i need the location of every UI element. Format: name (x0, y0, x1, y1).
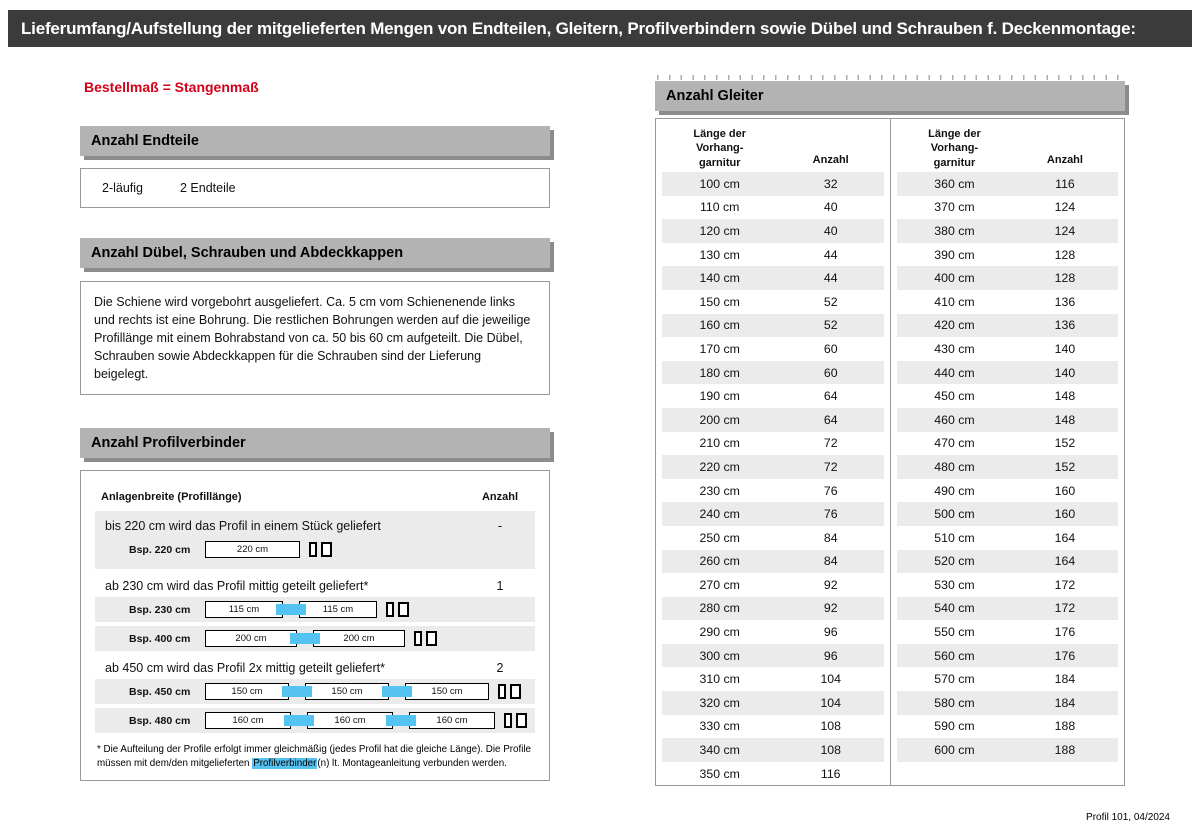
pv-rule-row (95, 575, 535, 597)
gleiter-count: 64 (823, 389, 838, 404)
gleiter-count: 32 (823, 176, 838, 191)
gleiter-count: 60 (823, 341, 838, 356)
section-header-endteile (80, 126, 550, 156)
pv-rule-count: - (497, 519, 503, 533)
profilverbinder-connector-icon (382, 686, 412, 697)
profile-diagram (205, 712, 527, 729)
gleiter-count: 44 (823, 247, 838, 262)
gleiter-length: 260 cm (699, 554, 740, 569)
pv-rule-text: bis 220 cm wird das Profil in einem Stück geliefert (105, 519, 381, 533)
gleiter-count: 104 (820, 695, 841, 710)
gleiter-count: 108 (820, 719, 841, 734)
gleiter-row (897, 314, 1118, 338)
gleiter-row (662, 432, 884, 456)
profilverbinder-connector-icon (386, 715, 416, 726)
endpiece-icon (309, 542, 332, 557)
gleiter-count: 52 (823, 318, 838, 333)
gleiter-length: 270 cm (699, 577, 740, 592)
endpiece-cap-icon (426, 631, 437, 646)
pv-example-row (95, 597, 535, 622)
pv-example-label: Bsp. 220 cm (129, 543, 191, 556)
gleiter-count: 72 (823, 436, 838, 451)
gleiter-count: 140 (1054, 341, 1076, 356)
gleiter-row (662, 762, 884, 786)
gleiter-length: 410 cm (934, 294, 975, 309)
gleiter-count: 164 (1054, 554, 1076, 569)
gleiter-length: 210 cm (699, 436, 740, 451)
pv-example-label: Bsp. 230 cm (129, 603, 191, 616)
endpiece-bracket-icon (498, 684, 506, 699)
profile-diagram (205, 683, 521, 700)
section-header-endteile-label: Anzahl Endteile (91, 133, 199, 149)
gleiter-row (662, 620, 884, 644)
endpiece-icon (504, 713, 527, 728)
gleiter-row (662, 290, 884, 314)
gleiter-row (662, 479, 884, 503)
gleiter-length: 440 cm (934, 365, 975, 380)
ruler-ticks-icon (657, 75, 1123, 80)
gleiter-count: 128 (1054, 271, 1076, 286)
gleiter-count: 148 (1054, 389, 1076, 404)
page-title: Lieferumfang/Aufstellung der mitgelieferten Mengen von Endteilen, Gleitern, Profilverbindern sowie Dübel und Schrauben f. Deckenmontage: (21, 18, 1136, 38)
gleiter-row (897, 550, 1118, 574)
profile-segment: 150 cm (205, 683, 289, 700)
gleiter-length: 100 cm (699, 176, 740, 191)
gleiter-count: 44 (823, 271, 838, 286)
duebel-text-box (80, 281, 550, 395)
gleiter-row (662, 644, 884, 668)
gleiter-row (897, 620, 1118, 644)
profile-segment: 115 cm (299, 601, 377, 618)
gleiter-count: 96 (823, 648, 838, 663)
gleiter-row (897, 455, 1118, 479)
gleiter-length: 180 cm (699, 365, 740, 380)
profile-segment: 160 cm (307, 712, 393, 729)
profile-diagram (205, 630, 437, 647)
gleiter-length: 550 cm (934, 625, 975, 640)
gleiter-count: 40 (823, 223, 838, 238)
pv-rule-count: 1 (496, 579, 504, 593)
profile-segment: 160 cm (205, 712, 291, 729)
gleiter-length: 520 cm (934, 554, 975, 569)
gleiter-length: 120 cm (699, 223, 740, 238)
gleiter-length: 480 cm (934, 459, 975, 474)
gleiter-count: 160 (1054, 507, 1076, 522)
gleiter-length: 330 cm (699, 719, 740, 734)
gleiter-count: 64 (823, 412, 838, 427)
gleiter-count: 40 (823, 200, 838, 215)
gleiter-count: 84 (823, 530, 838, 545)
pv-column-headers (81, 471, 549, 511)
gleiter-row (662, 715, 884, 739)
gleiter-row (662, 172, 884, 196)
endpiece-icon (386, 602, 409, 617)
gleiter-count: 140 (1054, 365, 1076, 380)
section-header-gleiter-label: Anzahl Gleiter (666, 88, 764, 104)
gleiter-length: 140 cm (699, 271, 740, 286)
pv-sections (81, 511, 549, 733)
gleiter-row (897, 290, 1118, 314)
gleiter-row (897, 597, 1118, 621)
gleiter-length: 500 cm (934, 507, 975, 522)
page-title-bar (8, 10, 1192, 47)
gleiter-row (897, 219, 1118, 243)
gleiter-count: 60 (823, 365, 838, 380)
pv-section (95, 657, 535, 733)
gleiter-length: 510 cm (934, 530, 975, 545)
endpiece-bracket-icon (386, 602, 394, 617)
gleiter-row (897, 502, 1118, 526)
gleiter-row (897, 691, 1118, 715)
gleiter-count: 76 (823, 483, 838, 498)
gleiter-count: 184 (1054, 695, 1076, 710)
gleiter-count: 116 (1055, 176, 1075, 191)
gleiter-length: 310 cm (699, 672, 740, 687)
endpiece-cap-icon (510, 684, 521, 699)
gleiter-row (897, 384, 1118, 408)
gleiter-count: 124 (1054, 200, 1076, 215)
gleiter-table-right-half (890, 119, 1124, 785)
gleiter-row (662, 266, 884, 290)
endteile-box (80, 168, 550, 208)
gleiter-row (897, 715, 1118, 739)
profile-segment: 150 cm (305, 683, 389, 700)
pv-example-row (95, 679, 535, 704)
gleiter-length: 400 cm (934, 271, 975, 286)
gleiter-count: 148 (1054, 412, 1076, 427)
gleiter-row (662, 455, 884, 479)
pv-rule-text: ab 230 cm wird das Profil mittig geteilt geliefert* (105, 579, 369, 593)
gleiter-length: 170 cm (699, 341, 740, 356)
gleiter-count: 72 (823, 459, 838, 474)
gleiter-row (897, 266, 1118, 290)
gleiter-length: 250 cm (699, 530, 740, 545)
gleiter-rows-right (897, 172, 1118, 762)
gleiter-row (662, 738, 884, 762)
gleiter-length: 430 cm (934, 341, 975, 356)
gleiter-count: 128 (1054, 247, 1076, 262)
endpiece-cap-icon (516, 713, 527, 728)
gleiter-row (897, 644, 1118, 668)
gleiter-count: 104 (820, 672, 841, 687)
endpiece-icon (498, 684, 521, 699)
endpiece-cap-icon (398, 602, 409, 617)
endteile-type: 2-läufig (102, 181, 143, 195)
gleiter-length: 540 cm (934, 601, 975, 616)
gleiter-length: 160 cm (699, 318, 740, 333)
gleiter-row (662, 361, 884, 385)
gleiter-count: 116 (820, 766, 841, 781)
gleiter-row (662, 219, 884, 243)
pv-rule-row (95, 515, 535, 537)
gleiter-count: 152 (1054, 436, 1076, 451)
pv-footnote-highlight: Profilverbinder (253, 757, 317, 769)
gleiter-length: 350 cm (699, 766, 740, 781)
section-header-gleiter (655, 81, 1125, 111)
gleiter-count: 92 (823, 577, 838, 592)
gleiter-row (897, 479, 1118, 503)
gleiter-row (897, 243, 1118, 267)
endpiece-cap-icon (321, 542, 332, 557)
gleiter-length: 370 cm (934, 200, 975, 215)
gleiter-row (662, 573, 884, 597)
pv-footnote-post: (n) lt. Montageanleitung verbunden werden. (317, 757, 507, 769)
gleiter-length: 340 cm (699, 743, 740, 758)
duebel-text: Die Schiene wird vorgebohrt ausgeliefert. Ca. 5 cm vom Schienenende links und rechts ist eine Bohrung. Die restlichen Bohrungen werden auf die jeweilige Profillänge mit einem Bohrabstand von ca. 50 bis 60 cm aufgeteilt. Die Dübel, Schrauben sowie Abdeckkappen für die Schrauben sind der Lieferung beigelegt. (94, 295, 531, 381)
gleiter-length: 150 cm (699, 294, 740, 309)
gleiter-length: 470 cm (934, 436, 975, 451)
profile-segment: 200 cm (313, 630, 405, 647)
profilverbinder-connector-icon (282, 686, 312, 697)
profile-segment: 220 cm (205, 541, 300, 558)
pv-rule-count: 2 (496, 661, 504, 675)
gleiter-length: 190 cm (699, 389, 740, 404)
gleiter-row (662, 597, 884, 621)
gleiter-length: 580 cm (934, 695, 975, 710)
gleiter-count: 108 (820, 743, 841, 758)
section-header-duebel-label: Anzahl Dübel, Schrauben und Abdeckkappen (91, 245, 404, 261)
gleiter-count: 184 (1054, 672, 1076, 687)
section-header-profilverbinder (80, 428, 550, 458)
gleiter-count: 76 (823, 507, 838, 522)
profile-diagram (205, 601, 409, 618)
gleiter-length: 450 cm (934, 389, 975, 404)
pv-col-count-label: Anzahl (481, 491, 519, 503)
gleiter-row (662, 550, 884, 574)
gleiter-length: 280 cm (699, 601, 740, 616)
gleiter-row (662, 526, 884, 550)
gleiter-row (897, 337, 1118, 361)
gleiter-count: 124 (1054, 223, 1076, 238)
gleiter-length: 600 cm (934, 743, 975, 758)
profilverbinder-box (80, 470, 550, 781)
profilverbinder-connector-icon (290, 633, 320, 644)
profile-segment: 150 cm (405, 683, 489, 700)
gleiter-row (897, 667, 1118, 691)
gleiter-table-left-half (656, 119, 890, 785)
gleiter-count: 136 (1054, 318, 1076, 333)
gleiter-length: 130 cm (699, 247, 740, 262)
pv-example-row (95, 708, 535, 733)
gleiter-count: 96 (823, 625, 838, 640)
gleiter-row (897, 361, 1118, 385)
pv-col-width-label: Anlagenbreite (Profillänge) (101, 491, 242, 503)
gleiter-row (662, 502, 884, 526)
gleiter-length: 240 cm (699, 507, 740, 522)
endpiece-icon (414, 631, 437, 646)
pv-section (95, 575, 535, 651)
gleiter-length: 320 cm (699, 695, 740, 710)
pv-example-label: Bsp. 480 cm (129, 714, 191, 727)
gleiter-length: 300 cm (699, 648, 740, 663)
gleiter-table (655, 118, 1125, 786)
gleiter-length: 290 cm (699, 625, 740, 640)
gleiter-length: 530 cm (934, 577, 975, 592)
gleiter-count: 176 (1054, 625, 1076, 640)
gleiter-row (662, 384, 884, 408)
profile-segment: 160 cm (409, 712, 495, 729)
document-reference: Profil 101, 04/2024 (1086, 812, 1170, 823)
pv-example-row (95, 626, 535, 651)
gleiter-col-length-label: Länge der Vorhang-garnitur (693, 128, 746, 169)
gleiter-row (897, 526, 1118, 550)
gleiter-count: 164 (1054, 530, 1076, 545)
gleiter-length: 420 cm (934, 318, 975, 333)
gleiter-row (662, 314, 884, 338)
gleiter-count: 160 (1054, 483, 1076, 498)
pv-section (95, 511, 535, 569)
gleiter-column-headers (897, 119, 1118, 172)
gleiter-row (897, 196, 1118, 220)
gleiter-length: 380 cm (934, 223, 975, 238)
gleiter-col-length-label: Länge der Vorhang-garnitur (928, 128, 981, 169)
gleiter-column-headers (662, 119, 884, 172)
pv-rule-text: ab 450 cm wird das Profil 2x mittig geteilt geliefert* (105, 661, 385, 675)
endpiece-bracket-icon (414, 631, 422, 646)
gleiter-length: 460 cm (934, 412, 975, 427)
endteile-count: 2 Endteile (180, 181, 236, 195)
gleiter-row (662, 196, 884, 220)
gleiter-length: 490 cm (934, 483, 975, 498)
endpiece-bracket-icon (309, 542, 317, 557)
gleiter-col-count-label: Anzahl (1046, 154, 1083, 166)
gleiter-row (662, 408, 884, 432)
gleiter-length: 360 cm (934, 176, 975, 191)
gleiter-rows-left (662, 172, 884, 785)
gleiter-length: 570 cm (934, 672, 975, 687)
gleiter-length: 560 cm (934, 648, 975, 663)
section-header-profilverbinder-label: Anzahl Profilverbinder (91, 435, 246, 451)
gleiter-row (897, 738, 1118, 762)
gleiter-count: 172 (1054, 601, 1076, 616)
order-note: Bestellmaß = Stangenmaß (84, 79, 259, 95)
gleiter-row (897, 172, 1118, 196)
gleiter-length: 390 cm (934, 247, 975, 262)
gleiter-length: 230 cm (699, 483, 740, 498)
profilverbinder-connector-icon (284, 715, 314, 726)
gleiter-row (897, 408, 1118, 432)
gleiter-count: 188 (1054, 719, 1076, 734)
gleiter-length: 110 cm (700, 200, 740, 215)
profile-diagram (205, 541, 332, 558)
gleiter-length: 200 cm (699, 412, 740, 427)
profilverbinder-connector-icon (276, 604, 306, 615)
gleiter-row (662, 691, 884, 715)
gleiter-row (662, 667, 884, 691)
section-header-duebel (80, 238, 550, 268)
pv-footnote (97, 743, 535, 770)
gleiter-count: 52 (823, 294, 838, 309)
gleiter-length: 220 cm (699, 459, 740, 474)
pv-example-row (95, 537, 535, 562)
pv-example-label: Bsp. 450 cm (129, 685, 191, 698)
gleiter-count: 84 (823, 554, 838, 569)
profile-segment: 200 cm (205, 630, 297, 647)
gleiter-count: 152 (1054, 459, 1076, 474)
gleiter-row (662, 243, 884, 267)
gleiter-row (662, 337, 884, 361)
gleiter-row (897, 432, 1118, 456)
gleiter-length: 590 cm (934, 719, 975, 734)
gleiter-row (897, 573, 1118, 597)
gleiter-col-count-label: Anzahl (812, 154, 849, 166)
gleiter-count: 92 (823, 601, 838, 616)
pv-footnote-pre: * Die Aufteilung der Profile erfolgt immer gleichmäßig (jedes Profil hat die gleiche Länge). Die Profile müssen mit dem/den mitgelieferten (97, 744, 531, 769)
endpiece-bracket-icon (504, 713, 512, 728)
gleiter-count: 176 (1054, 648, 1076, 663)
profile-segment: 115 cm (205, 601, 283, 618)
gleiter-count: 188 (1054, 743, 1076, 758)
pv-example-label: Bsp. 400 cm (129, 632, 191, 645)
gleiter-count: 136 (1054, 294, 1076, 309)
gleiter-count: 172 (1054, 577, 1076, 592)
pv-rule-row (95, 657, 535, 679)
